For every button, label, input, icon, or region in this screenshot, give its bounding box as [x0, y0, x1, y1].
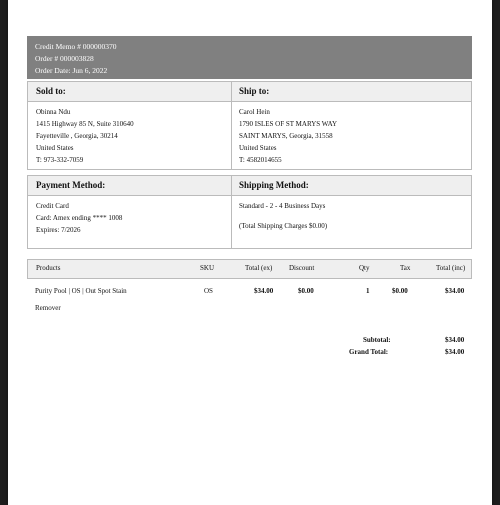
order-date: Order Date: Jun 6, 2022: [35, 66, 108, 75]
item-tax: $0.00: [392, 287, 408, 295]
sold-to-line: 1415 Highway 85 N, Suite 310640: [36, 120, 134, 128]
col-tax: Tax: [400, 264, 411, 272]
method-section: [27, 175, 472, 249]
ship-to-line: Carol Hein: [239, 108, 270, 116]
col-total-ex: Total (ex): [245, 264, 273, 272]
address-divider: [231, 82, 232, 169]
method-divider: [231, 176, 232, 248]
ship-to-line: SAINT MARYS, Georgia, 31558: [239, 132, 333, 140]
shipping-method-title: Shipping Method:: [239, 180, 309, 190]
item-qty: 1: [366, 287, 370, 295]
items-table-header: [27, 259, 472, 279]
sold-to-line: T: 973-332-7059: [36, 156, 84, 164]
col-discount: Discount: [289, 264, 315, 272]
sold-to-line: United States: [36, 144, 74, 152]
sold-to-title: Sold to:: [36, 86, 66, 96]
subtotal-value: $34.00: [445, 336, 465, 344]
spacer: [239, 212, 327, 220]
item-discount: $0.00: [298, 287, 314, 295]
ship-to-line: United States: [239, 144, 277, 152]
payment-line: Expires: 7/2026: [36, 226, 81, 234]
table-row: [27, 283, 472, 319]
grand-total-value: $34.00: [445, 348, 465, 356]
sold-to-line: Fayetteville , Georgia, 30214: [36, 132, 118, 140]
item-sku: OS: [204, 287, 213, 295]
payment-details: [36, 200, 122, 236]
ship-to-line: 1790 ISLES OF ST MARYS WAY: [239, 120, 338, 128]
credit-memo-page: [8, 0, 492, 505]
sold-to-address: [36, 106, 134, 166]
item-product-name-cont: Remover: [35, 304, 61, 312]
ship-to-title: Ship to:: [239, 86, 270, 96]
address-section: [27, 81, 472, 170]
memo-header: [27, 36, 472, 79]
payment-line: Card: Amex ending **** 1008: [36, 214, 123, 222]
sold-to-line: Obinna Ndu: [36, 108, 71, 116]
col-total-inc: Total (inc): [436, 264, 466, 272]
col-qty: Qty: [359, 264, 370, 272]
credit-memo-number: Credit Memo # 000000370: [35, 42, 117, 51]
ship-to-line: T: 4582014655: [239, 156, 282, 164]
col-products: Products: [36, 264, 61, 272]
item-total-ex: $34.00: [254, 287, 274, 295]
shipping-details: [239, 200, 327, 232]
subtotal-label: Subtotal:: [363, 336, 391, 344]
order-number: Order # 000003828: [35, 54, 94, 63]
item-total-inc: $34.00: [445, 287, 465, 295]
col-sku: SKU: [200, 264, 215, 272]
grand-total-label: Grand Total:: [349, 348, 389, 356]
payment-method-title: Payment Method:: [36, 180, 106, 190]
item-product-name: Purity Pool | OS | Out Spot Stain: [35, 287, 127, 295]
ship-to-address: [239, 106, 337, 166]
payment-line: Credit Card: [36, 202, 69, 210]
shipping-charges: (Total Shipping Charges $0.00): [239, 222, 328, 230]
shipping-method-name: Standard - 2 - 4 Business Days: [239, 202, 326, 210]
